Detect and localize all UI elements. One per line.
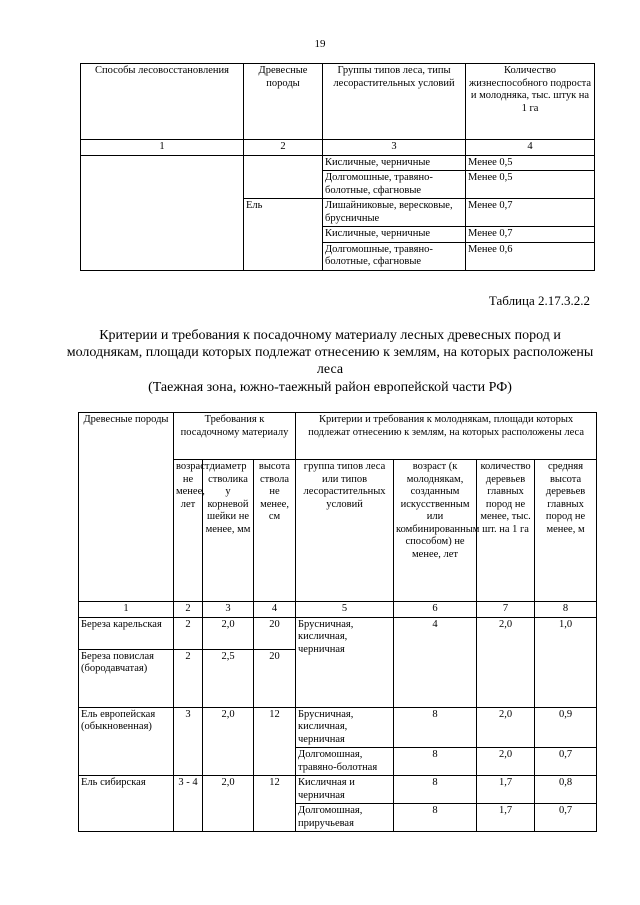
- average-height-cell: 0,7: [535, 748, 597, 776]
- average-height-cell: 1,0: [535, 617, 597, 707]
- species-spacer: [79, 681, 174, 707]
- forest-type-cell: Долгомошные, травяно-болотные, сфагновые: [323, 242, 466, 270]
- species-cell: [244, 155, 323, 199]
- diameter-cell: 2,0: [203, 617, 254, 649]
- header-diameter: диаметр стволика у корневой шейки не менее, мм: [203, 460, 254, 602]
- species-cell: Ель: [244, 199, 323, 271]
- height-spacer: [254, 681, 296, 707]
- height-cell: 20: [254, 649, 296, 681]
- tree-count-cell: 2,0: [477, 707, 535, 748]
- age-cell: 3 - 4: [174, 776, 203, 832]
- young-age-cell: 4: [394, 617, 477, 707]
- tree-count-cell: 2,0: [477, 617, 535, 707]
- forest-group-cell: Брусничная, кисличная, черничная: [296, 707, 394, 748]
- height-cell: 12: [254, 776, 296, 832]
- header-young-stand-criteria: Критерии и требования к молоднякам, площади которых подлежат отнесению к землям, на которых расположены леса: [296, 413, 597, 460]
- count-cell: Менее 0,5: [466, 171, 595, 199]
- forest-type-cell: Лишайниковые, вересковые, брусничные: [323, 199, 466, 227]
- diameter-spacer: [203, 681, 254, 707]
- age-cell: 2: [174, 649, 203, 681]
- diameter-cell: 2,0: [203, 776, 254, 832]
- forest-group-cell: Кисличная и черничная: [296, 776, 394, 804]
- header-forest-group: группа типов леса или типов лесорастительных условий: [296, 460, 394, 602]
- col-number: 7: [477, 602, 535, 618]
- young-age-cell: 8: [394, 707, 477, 748]
- reforestation-table: [80, 63, 595, 271]
- header-undergrowth-count: Количество жизнеспособного подроста и молодняка, тыс. штук на 1 га: [466, 64, 595, 140]
- col-number: 8: [535, 602, 597, 618]
- method-cell: [81, 155, 244, 270]
- average-height-cell: 0,8: [535, 776, 597, 804]
- col-number: 1: [81, 140, 244, 156]
- species-cell: Береза повислая (бородавчатая): [79, 649, 174, 681]
- count-cell: Менее 0,7: [466, 199, 595, 227]
- col-number: 3: [203, 602, 254, 618]
- col-number: 3: [323, 140, 466, 156]
- header-forest-groups: Группы типов леса, типы лесорастительных условий: [323, 64, 466, 140]
- species-cell: Береза карельская: [79, 617, 174, 649]
- young-age-cell: 8: [394, 748, 477, 776]
- average-height-cell: 0,7: [535, 804, 597, 832]
- page-number: 19: [314, 38, 326, 50]
- count-cell: Менее 0,5: [466, 155, 595, 171]
- tree-count-cell: 1,7: [477, 776, 535, 804]
- col-number: 5: [296, 602, 394, 618]
- count-cell: Менее 0,7: [466, 227, 595, 243]
- average-height-cell: 0,9: [535, 707, 597, 748]
- young-age-cell: 8: [394, 776, 477, 804]
- diameter-cell: 2,0: [203, 707, 254, 776]
- table-number: Таблица 2.17.3.2.2: [488, 293, 590, 308]
- forest-group-cell: Долгомошная, травяно-болотная: [296, 748, 394, 776]
- age-cell: 3: [174, 707, 203, 776]
- table-title: Критерии и требования к посадочному материалу лесных древесных пород и молоднякам, площади которых подлежат отнесению к землям, на которых расположены леса: [66, 328, 594, 377]
- header-height: высота ствола не менее, см: [254, 460, 296, 602]
- criteria-table: [78, 412, 597, 832]
- table-subtitle: (Таежная зона, южно-таежный район европейской части РФ): [148, 380, 512, 395]
- header-species: Древесные породы: [244, 64, 323, 140]
- header-age: возраст не менее, лет: [174, 460, 203, 602]
- header-tree-count: количество деревьев главных пород не менее, тыс. шт. на 1 га: [477, 460, 535, 602]
- species-cell: Ель европейская (обыкновенная): [79, 707, 174, 776]
- col-number: 6: [394, 602, 477, 618]
- age-spacer: [174, 681, 203, 707]
- forest-group-cell: Долгомошная, приручьевая: [296, 804, 394, 832]
- young-age-cell: 8: [394, 804, 477, 832]
- forest-group-cell: Брусничная, кисличная, черничная: [296, 617, 394, 707]
- tree-count-cell: 2,0: [477, 748, 535, 776]
- tree-count-cell: 1,7: [477, 804, 535, 832]
- species-cell: Ель сибирская: [79, 776, 174, 832]
- age-cell: 2: [174, 617, 203, 649]
- height-cell: 12: [254, 707, 296, 776]
- header-planting-material: Требования к посадочному материалу: [174, 413, 296, 460]
- forest-type-cell: Кисличные, черничные: [323, 155, 466, 171]
- forest-type-cell: Кисличные, черничные: [323, 227, 466, 243]
- header-average-height: средняя высота деревьев главных пород не менее, м: [535, 460, 597, 602]
- height-cell: 20: [254, 617, 296, 649]
- count-cell: Менее 0,6: [466, 242, 595, 270]
- col-number: 4: [254, 602, 296, 618]
- diameter-cell: 2,5: [203, 649, 254, 681]
- header-species: Древесные породы: [79, 413, 174, 602]
- forest-type-cell: Долгомошные, травяно-болотные, сфагновые: [323, 171, 466, 199]
- col-number: 4: [466, 140, 595, 156]
- header-young-age: возраст (к молоднякам, созданным искусственным или комбинированным способом) не менее, лет: [394, 460, 477, 602]
- header-methods: Способы лесовосстановления: [81, 64, 244, 140]
- col-number: 1: [79, 602, 174, 618]
- col-number: 2: [244, 140, 323, 156]
- col-number: 2: [174, 602, 203, 618]
